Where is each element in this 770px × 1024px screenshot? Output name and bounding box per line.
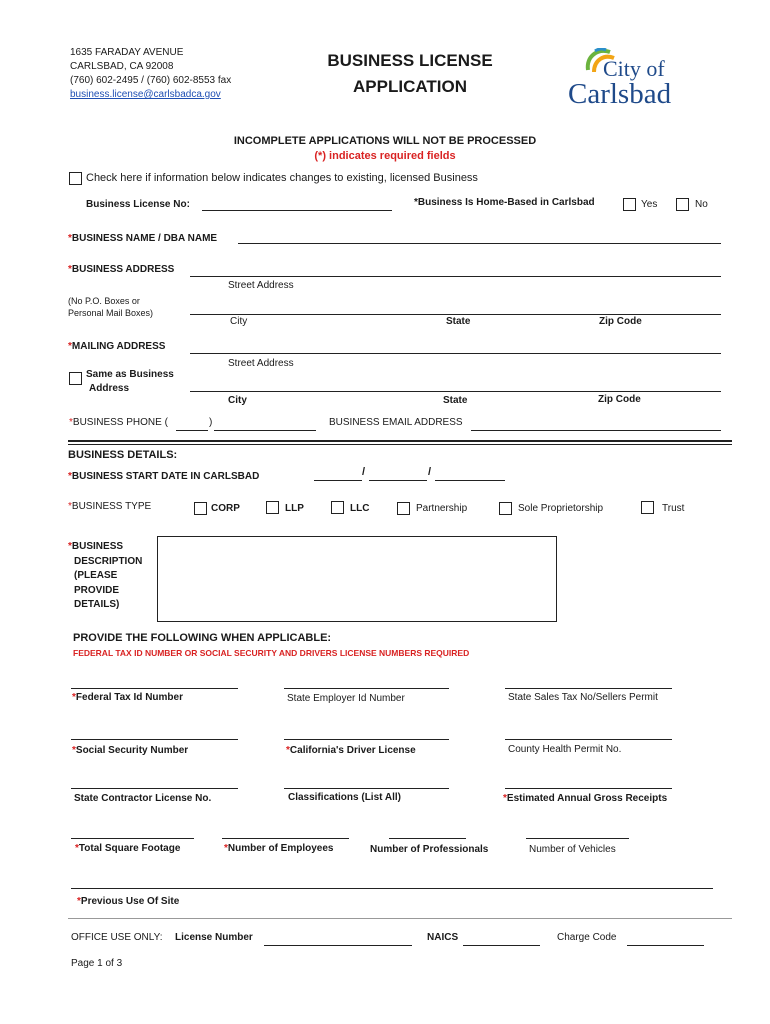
ssn-label: *Social Security Number	[72, 745, 189, 756]
po-box-note-2: Personal Mail Boxes)	[68, 308, 154, 318]
changes-check-label: Check here if information below indicates changes to existing, licensed Business	[86, 172, 478, 184]
business-city-state-zip-field[interactable]	[190, 314, 721, 315]
federal-tax-label: *Federal Tax Id Number	[72, 692, 183, 703]
business-description-label: *BUSINESS DESCRIPTION (PLEASE PROVIDE DETAILS)	[68, 541, 143, 610]
previous-use-field[interactable]	[71, 888, 713, 889]
business-street-caption: Street Address	[228, 280, 294, 291]
mailing-city-caption: City	[228, 395, 247, 406]
sqft-field[interactable]	[71, 838, 194, 839]
phone-number-field[interactable]	[214, 430, 316, 431]
type-sole-proprietorship-label: Sole Proprietorship	[518, 503, 604, 514]
business-description-textarea[interactable]	[157, 536, 557, 622]
mailing-street-field[interactable]	[190, 353, 721, 354]
logo-city-of: City of	[603, 56, 665, 81]
office-use-label: OFFICE USE ONLY:	[71, 932, 163, 943]
start-date-year-field[interactable]	[435, 480, 505, 481]
office-license-number-field[interactable]	[264, 945, 412, 946]
logo-carlsbad: Carlsbad	[568, 78, 672, 110]
type-partnership-checkbox[interactable]	[397, 502, 410, 515]
type-partnership-label: Partnership	[416, 503, 468, 514]
type-trust-checkbox[interactable]	[641, 501, 654, 514]
classifications-label: Classifications (List All)	[288, 792, 401, 803]
incomplete-notice: INCOMPLETE APPLICATIONS WILL NOT BE PROCESSED	[233, 135, 537, 147]
same-as-business-label-1: Same as Business	[86, 369, 174, 380]
section-divider-top	[68, 440, 732, 442]
business-details-heading: BUSINESS DETAILS:	[68, 449, 178, 461]
gross-receipts-label: *Estimated Annual Gross Receipts	[503, 793, 668, 804]
required-notice: (*) indicates required fields	[314, 150, 456, 162]
type-llp-checkbox[interactable]	[266, 501, 279, 514]
type-llc-label: LLC	[350, 503, 370, 514]
page-number: Page 1 of 3	[71, 958, 123, 969]
business-email-field[interactable]	[471, 430, 721, 431]
drivers-license-field[interactable]	[284, 739, 449, 740]
form-title-line1: BUSINESS LICENSE	[327, 51, 493, 70]
office-divider	[68, 918, 732, 919]
type-sole-proprietorship-checkbox[interactable]	[499, 502, 512, 515]
start-date-label: *BUSINESS START DATE IN CARLSBAD	[68, 471, 260, 482]
drivers-license-label: *California's Driver License	[286, 745, 416, 756]
same-as-business-label-2: Address	[89, 383, 130, 394]
business-email-label: BUSINESS EMAIL ADDRESS	[329, 417, 463, 428]
address-line1: 1635 FARADAY AVENUE	[70, 47, 184, 58]
home-based-no-label: No	[695, 199, 708, 210]
home-based-yes-label: Yes	[641, 199, 658, 210]
business-type-label: *BUSINESS TYPE	[68, 501, 152, 512]
home-based-yes-checkbox[interactable]	[623, 198, 636, 211]
date-slash-2: /	[428, 466, 432, 478]
business-phone-label: *BUSINESS PHONE (	[69, 417, 168, 428]
email-link[interactable]: business.license@carlsbadca.gov	[70, 89, 221, 100]
form-title-line2: APPLICATION	[353, 77, 467, 96]
type-trust-label: Trust	[662, 503, 685, 514]
employees-field[interactable]	[222, 838, 349, 839]
office-naics-field[interactable]	[463, 945, 540, 946]
professionals-field[interactable]	[389, 838, 466, 839]
business-name-field[interactable]	[238, 243, 721, 244]
health-permit-label: County Health Permit No.	[508, 744, 622, 755]
office-charge-code-label: Charge Code	[557, 932, 617, 943]
phone-area-code-field[interactable]	[176, 430, 208, 431]
type-llc-checkbox[interactable]	[331, 501, 344, 514]
phone-fax: (760) 602-2495 / (760) 602-8553 fax	[70, 75, 232, 86]
business-zip-caption: Zip Code	[599, 316, 642, 327]
previous-use-label: *Previous Use Of Site	[77, 896, 180, 907]
start-date-month-field[interactable]	[314, 480, 362, 481]
mailing-city-state-zip-field[interactable]	[190, 391, 721, 392]
same-as-business-checkbox[interactable]	[69, 372, 82, 385]
mailing-zip-caption: Zip Code	[598, 394, 641, 405]
contractor-field[interactable]	[71, 788, 238, 789]
license-no-field[interactable]	[202, 210, 392, 211]
home-based-no-checkbox[interactable]	[676, 198, 689, 211]
mailing-street-caption: Street Address	[228, 358, 294, 369]
business-state-caption: State	[446, 316, 471, 327]
mailing-state-caption: State	[443, 395, 468, 406]
sales-tax-label: State Sales Tax No/Sellers Permit	[508, 692, 658, 703]
applicable-heading: PROVIDE THE FOLLOWING WHEN APPLICABLE:	[73, 632, 332, 644]
business-city-caption: City	[230, 316, 248, 327]
changes-checkbox[interactable]	[69, 172, 82, 185]
license-no-label: Business License No:	[86, 199, 190, 210]
contractor-label: State Contractor License No.	[74, 793, 212, 804]
state-employer-label: State Employer Id Number	[287, 693, 405, 704]
vehicles-field[interactable]	[526, 838, 629, 839]
type-corp-checkbox[interactable]	[194, 502, 207, 515]
vehicles-label: Number of Vehicles	[529, 844, 616, 855]
start-date-day-field[interactable]	[369, 480, 427, 481]
city-logo	[566, 48, 696, 112]
office-naics-label: NAICS	[427, 932, 459, 943]
gross-receipts-field[interactable]	[505, 788, 672, 789]
employees-label: *Number of Employees	[224, 843, 334, 854]
business-address-label: *BUSINESS ADDRESS	[68, 264, 175, 275]
office-charge-code-field[interactable]	[627, 945, 704, 946]
federal-tax-field[interactable]	[71, 688, 238, 689]
type-llp-label: LLP	[285, 503, 304, 514]
home-based-label: *Business Is Home-Based in Carlsbad	[414, 197, 595, 208]
professionals-label: Number of Professionals	[370, 844, 489, 855]
type-corp-label: CORP	[211, 503, 240, 514]
sqft-label: *Total Square Footage	[75, 843, 181, 854]
form-title	[320, 48, 500, 100]
address-line2: CARLSBAD, CA 92008	[70, 61, 174, 72]
section-divider-bottom	[68, 444, 732, 445]
state-employer-field[interactable]	[284, 688, 449, 689]
mailing-address-label: *MAILING ADDRESS	[68, 341, 166, 352]
date-slash-1: /	[362, 466, 366, 478]
health-permit-field[interactable]	[505, 739, 672, 740]
phone-close-paren: )	[209, 417, 213, 428]
classifications-field[interactable]	[284, 788, 449, 789]
po-box-note-1: (No P.O. Boxes or	[68, 296, 140, 306]
business-name-label: *BUSINESS NAME / DBA NAME	[68, 233, 218, 244]
federal-required-note: FEDERAL TAX ID NUMBER OR SOCIAL SECURITY AND DRIVERS LICENSE NUMBERS REQUIRED	[73, 648, 470, 658]
business-street-field[interactable]	[190, 276, 721, 277]
ssn-field[interactable]	[71, 739, 238, 740]
office-license-number-label: License Number	[175, 932, 253, 943]
sales-tax-field[interactable]	[505, 688, 672, 689]
